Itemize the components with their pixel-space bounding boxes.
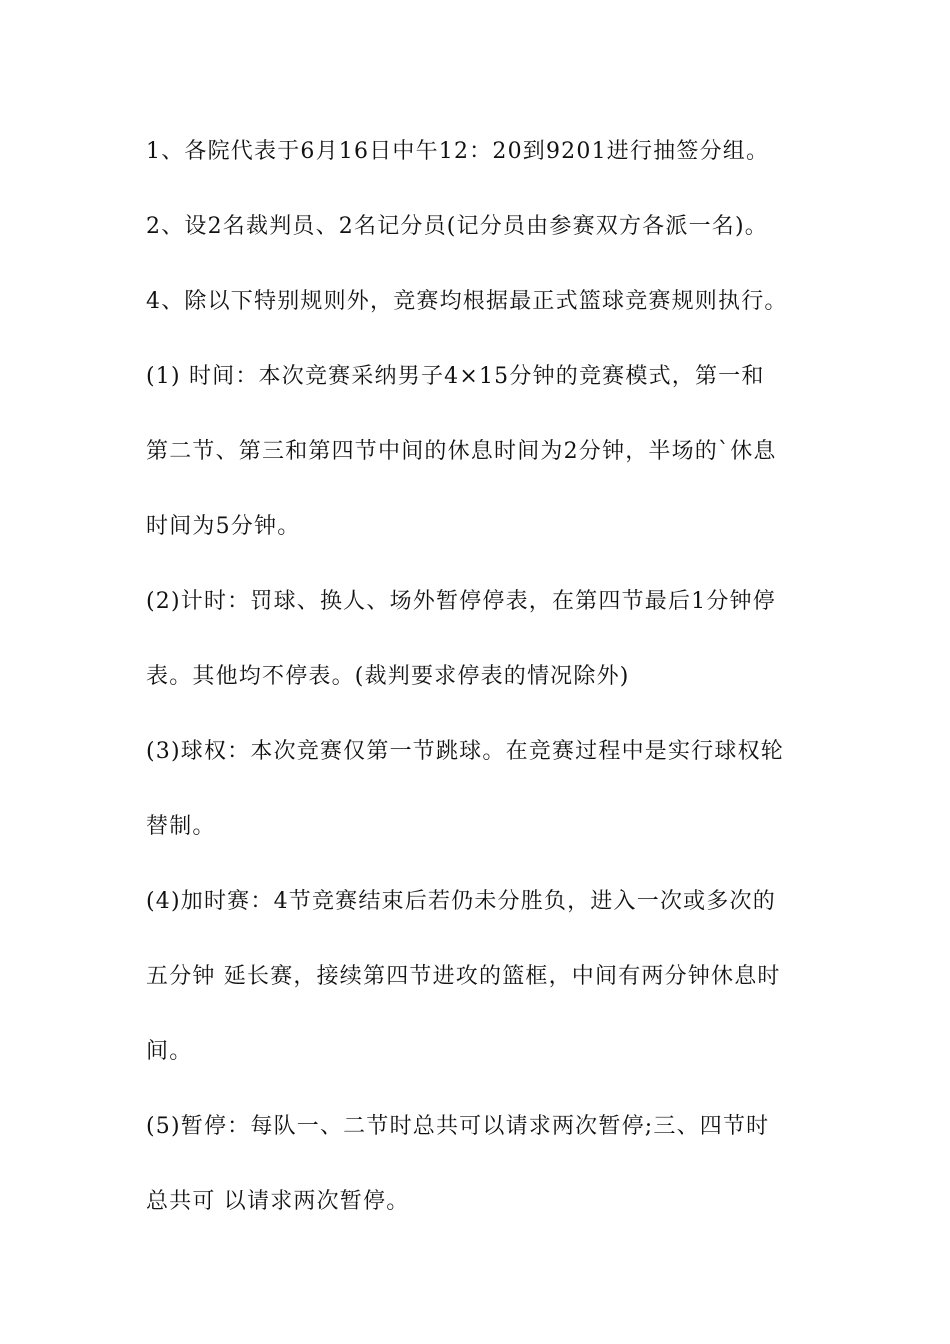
line-gap [146,546,812,584]
rule-overtime-line-1: (4)加时赛：4节竞赛结束后若仍未分胜负，进入一次或多次的 [146,889,776,914]
rule-line-1: 1、各院代表于6月16日中午12：20到9201进行抽签分组。 [146,139,770,164]
rule-time-line-1: (1) 时间：本次竞赛采纳男子4×15分钟的竞赛模式，第一和 [146,364,765,389]
line-gap [146,996,812,1034]
rule-overtime-line-2: 五分钟 延长赛，接续第四节进攻的篮框，中间有两分钟休息时 [146,964,781,989]
line-gap [146,921,812,959]
rule-timing-line-1: (2)计时：罚球、换人、场外暂停停表，在第四节最后1分钟停 [146,589,776,614]
rule-possession-line-2: 替制。 [146,814,216,839]
line-gap [146,1071,812,1109]
rule-timeout-line-2: 总共可 以请求两次暂停。 [146,1189,410,1214]
rule-time-line-2: 第二节、第三和第四节中间的休息时间为2分钟，半场的`休息 [146,439,777,464]
line-gap [146,396,812,434]
line-gap [146,321,812,359]
line-gap [146,846,812,884]
rule-overtime-line-3: 间。 [146,1039,193,1064]
rule-timing-line-2: 表。其他均不停表。(裁判要求停表的情况除外) [146,664,630,689]
rule-line-4: 4、除以下特别规则外，竞赛均根据最正式篮球竞赛规则执行。 [146,289,788,314]
rule-line-2: 2、设2名裁判员、2名记分员(记分员由参赛双方各派一名)。 [146,214,768,239]
document-body [146,133,812,1221]
rule-timeout-line-1: (5)暂停：每队一、二节时总共可以请求两次暂停;三、四节时 [146,1114,770,1139]
line-gap [146,696,812,734]
line-gap [146,171,812,209]
line-gap [146,471,812,509]
line-gap [146,1146,812,1184]
line-gap [146,246,812,284]
line-gap [146,621,812,659]
rule-possession-line-1: (3)球权：本次竞赛仅第一节跳球。在竞赛过程中是实行球权轮 [146,739,784,764]
line-gap [146,771,812,809]
rule-time-line-3: 时间为5分钟。 [146,514,301,539]
